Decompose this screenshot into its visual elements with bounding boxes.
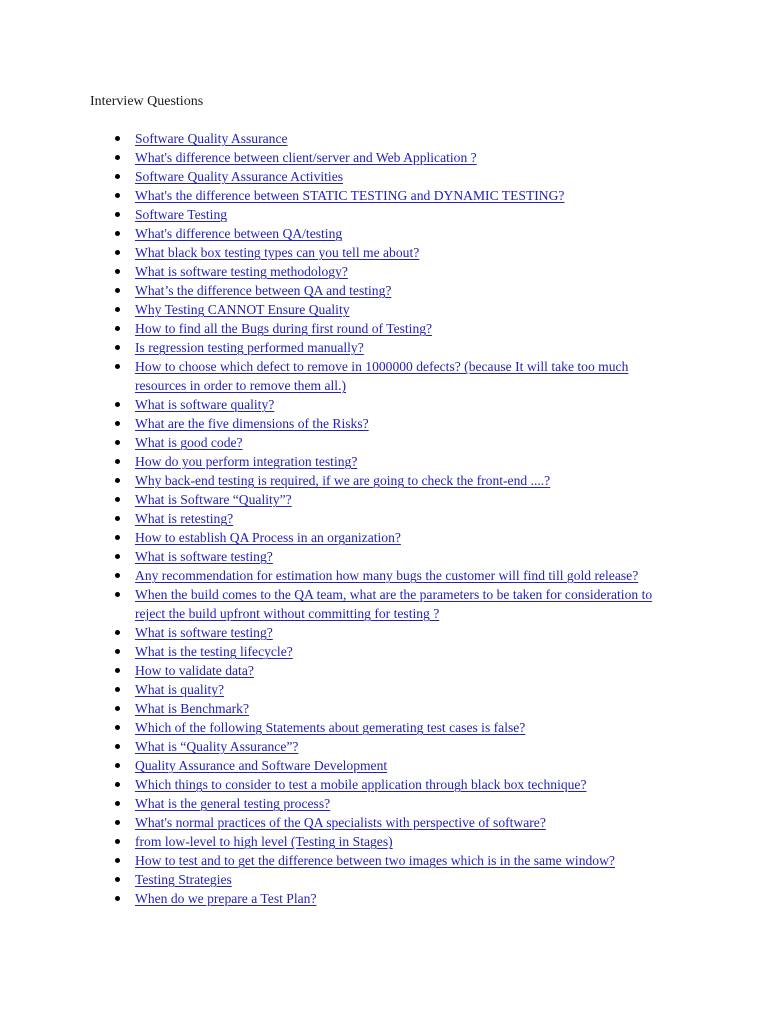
bullet-icon (115, 649, 120, 654)
bullet-icon (115, 592, 120, 597)
list-item (0, 452, 768, 471)
list-item (0, 870, 768, 889)
list-item (0, 699, 768, 718)
question-link[interactable]: What's difference between client/server and Web Application ? (135, 150, 477, 165)
question-link[interactable]: How to validate data? (135, 663, 254, 678)
list-item (0, 756, 768, 775)
list-item (0, 357, 768, 395)
question-link[interactable]: Any recommendation for estimation how many bugs the customer will find till gold release? (135, 568, 639, 583)
bullet-icon (115, 288, 120, 293)
list-item (0, 661, 768, 680)
list-item (0, 547, 768, 566)
question-link[interactable]: How to choose which defect to remove in 1000000 defects? (because It will take too much resources in order to remove them all.) (135, 359, 629, 393)
question-link[interactable]: What’s the difference between QA and testing? (135, 283, 392, 298)
question-link[interactable]: What's normal practices of the QA specialists with perspective of software? (135, 815, 546, 830)
list-item (0, 718, 768, 737)
bullet-icon (115, 231, 120, 236)
bullet-icon (115, 687, 120, 692)
bullet-icon (115, 174, 120, 179)
bullet-icon (115, 877, 120, 882)
bullet-icon (115, 402, 120, 407)
bullet-icon (115, 155, 120, 160)
list-item (0, 338, 768, 357)
list-item (0, 471, 768, 490)
list-item (0, 319, 768, 338)
bullet-icon (115, 345, 120, 350)
list-item (0, 129, 768, 148)
bullet-icon (115, 801, 120, 806)
question-link[interactable]: Why Testing CANNOT Ensure Quality (135, 302, 350, 317)
question-link[interactable]: What is quality? (135, 682, 225, 697)
list-item (0, 205, 768, 224)
list-item (0, 224, 768, 243)
question-link[interactable]: What is retesting? (135, 511, 234, 526)
question-link[interactable]: Software Quality Assurance (135, 131, 288, 146)
bullet-icon (115, 250, 120, 255)
list-item (0, 737, 768, 756)
list-item (0, 167, 768, 186)
list-item (0, 889, 768, 908)
question-link[interactable]: Software Testing (135, 207, 228, 222)
list-item (0, 528, 768, 547)
bullet-icon (115, 535, 120, 540)
question-link[interactable]: What's the difference between STATIC TESTING and DYNAMIC TESTING? (135, 188, 565, 203)
bullet-icon (115, 630, 120, 635)
list-item (0, 395, 768, 414)
bullet-icon (115, 782, 120, 787)
list-item (0, 566, 768, 585)
list-item (0, 813, 768, 832)
question-link[interactable]: What is good code? (135, 435, 243, 450)
question-link[interactable]: What is software testing methodology? (135, 264, 348, 279)
bullet-icon (115, 706, 120, 711)
bullet-icon (115, 839, 120, 844)
question-link[interactable]: Why back-end testing is required, if we are going to check the front-end ....? (135, 473, 551, 488)
list-item (0, 148, 768, 167)
question-link[interactable]: What is software testing? (135, 549, 273, 564)
list-item (0, 585, 768, 623)
list-item (0, 186, 768, 205)
bullet-icon (115, 820, 120, 825)
question-link[interactable]: from low-level to high level (Testing in Stages) (135, 834, 393, 849)
question-link[interactable]: Software Quality Assurance Activities (135, 169, 344, 184)
bullet-icon (115, 307, 120, 312)
bullet-icon (115, 326, 120, 331)
bullet-icon (115, 440, 120, 445)
list-item (0, 281, 768, 300)
bullet-icon (115, 193, 120, 198)
question-link[interactable]: How to test and to get the difference between two images which is in the same window? (135, 853, 615, 868)
page-heading: Interview Questions (90, 94, 204, 109)
list-item (0, 414, 768, 433)
bullet-icon (115, 763, 120, 768)
question-link[interactable]: Which of the following Statements about gemerating test cases is false? (135, 720, 526, 735)
question-link[interactable]: Testing Strategies (135, 872, 232, 887)
list-item (0, 300, 768, 319)
bullet-icon (115, 896, 120, 901)
question-link[interactable]: Is regression testing performed manually? (135, 340, 364, 355)
question-list (0, 129, 768, 908)
bullet-icon (115, 516, 120, 521)
bullet-icon (115, 554, 120, 559)
question-link[interactable]: What is “Quality Assurance”? (135, 739, 299, 754)
question-link[interactable]: When do we prepare a Test Plan? (135, 891, 317, 906)
question-link[interactable]: How to find all the Bugs during first round of Testing? (135, 321, 433, 336)
list-item (0, 509, 768, 528)
list-item (0, 775, 768, 794)
question-link[interactable]: How do you perform integration testing? (135, 454, 358, 469)
bullet-icon (115, 668, 120, 673)
bullet-icon (115, 497, 120, 502)
bullet-icon (115, 212, 120, 217)
question-link[interactable]: What are the five dimensions of the Risks? (135, 416, 369, 431)
bullet-icon (115, 136, 120, 141)
question-link[interactable]: What is software quality? (135, 397, 275, 412)
bullet-icon (115, 744, 120, 749)
list-item (0, 262, 768, 281)
bullet-icon (115, 725, 120, 730)
list-item (0, 490, 768, 509)
list-item (0, 642, 768, 661)
question-link[interactable]: What's difference between QA/testing (135, 226, 343, 241)
bullet-icon (115, 858, 120, 863)
bullet-icon (115, 459, 120, 464)
list-item (0, 623, 768, 642)
bullet-icon (115, 364, 120, 369)
question-link[interactable]: What is Benchmark? (135, 701, 249, 716)
bullet-icon (115, 269, 120, 274)
question-link[interactable]: How to establish QA Process in an organization? (135, 530, 401, 545)
list-item (0, 851, 768, 870)
bullet-icon (115, 478, 120, 483)
bullet-icon (115, 573, 120, 578)
question-link[interactable]: What is Software “Quality”? (135, 492, 292, 507)
question-link[interactable]: Which things to consider to test a mobile application through black box technique? (135, 777, 587, 792)
list-item (0, 243, 768, 262)
question-link[interactable]: What is the testing lifecycle? (135, 644, 293, 659)
question-link[interactable]: What is the general testing process? (135, 796, 331, 811)
question-link[interactable]: When the build comes to the QA team, what are the parameters to be taken for consideration to reject the build upfront without committing for testing ? (135, 587, 653, 621)
question-link[interactable]: What is software testing? (135, 625, 273, 640)
list-item (0, 832, 768, 851)
list-item (0, 794, 768, 813)
bullet-icon (115, 421, 120, 426)
question-link[interactable]: Quality Assurance and Software Development (135, 758, 388, 773)
question-link[interactable]: What black box testing types can you tell me about? (135, 245, 420, 260)
list-item (0, 433, 768, 452)
list-item (0, 680, 768, 699)
